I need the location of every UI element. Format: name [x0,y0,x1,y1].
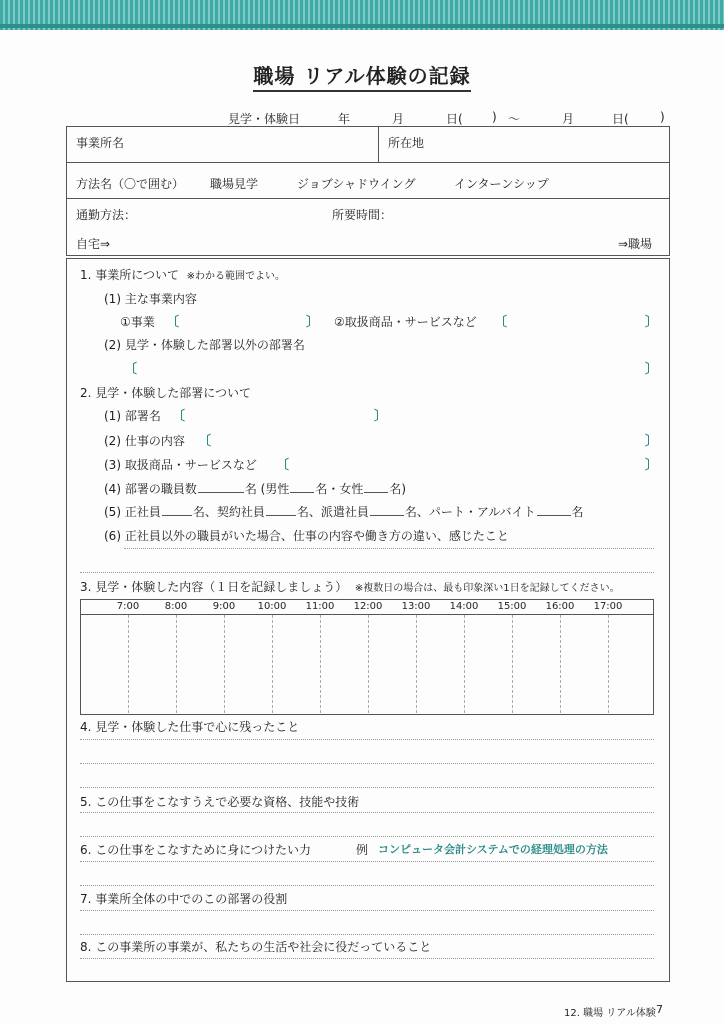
line-2-6b [80,572,654,573]
line-4a [80,739,654,740]
section-1-1: (1) 主な事業内容 [104,292,197,306]
page-number: 7 [656,1003,663,1016]
header-stripe-line [0,24,724,28]
section-1-2: (2) 見学・体験した部署以外の部署名 [104,338,305,352]
bracket-close-1-2: 〕 [645,362,659,377]
line-7a [80,910,654,911]
line-6b [80,885,654,886]
line-5a [80,812,654,813]
section-2-3: (3) 取扱商品・サービスなど [104,458,257,472]
line-2-6a [124,548,654,549]
date-paren-1: ) [492,110,497,124]
time-column-line [560,615,561,713]
section-6-example: コンピュータ会計システムでの経理処理の方法 [378,843,608,856]
section-2-1: (1) 部署名 [104,409,161,423]
time-label: 12:00 [353,601,383,612]
location-label: 所在地 [388,136,425,150]
time-label: 10:00 [257,601,287,612]
footer-chapter: 12. 職場 リアル体験 [564,1008,656,1019]
info-row-divider-2 [66,198,669,199]
company-name-label: 事業所名 [76,136,125,150]
time-column-line [416,615,417,713]
section-7-heading: 7. 事業所全体の中でのこの部署の役割 [80,892,288,906]
date-day-2: 日( [612,112,629,126]
line-6a [80,861,654,862]
time-column-line [608,615,609,713]
section-8-heading: 8. この事業所の事業が、私たちの生活や社会に役だっていること [80,940,432,954]
method-option-internship[interactable]: インターンシップ [454,177,549,191]
time-column-line [176,615,177,713]
section-2-6: (6) 正社員以外の職員がいた場合、仕事の内容や働き方の違い、感じたこと [104,529,509,543]
schedule-header-divider [80,614,653,615]
bracket-close-2-1: 〕 [374,409,388,424]
time-column-line [224,615,225,713]
date-month-1: 月 [392,112,405,126]
section-1-1a: ①事業 [120,315,155,329]
bracket-open-2-2: 〔 [198,434,212,449]
section-3-heading: 3. 見学・体験した内容（１日を記録しましょう） ※複数日の場合は、最も印象深い1日を記録してください。 [80,580,620,594]
info-row-divider-1 [66,162,669,163]
date-paren-2: ) [660,110,665,124]
bracket-open-1a: 〔 [166,315,180,330]
time-column-line [128,615,129,713]
date-tilde: 〜 [508,112,521,126]
line-4c [80,787,654,788]
line-5b [80,836,654,837]
time-column-line [320,615,321,713]
time-label: 15:00 [497,601,527,612]
time-label: 13:00 [401,601,431,612]
time-column-line [464,615,465,713]
date-month-2: 月 [562,112,575,126]
section-2-heading: 2. 見学・体験した部署について [80,386,252,400]
line-4b [80,763,654,764]
time-label: 14:00 [449,601,479,612]
section-2-4: (4) 部署の職員数 名 (男性 名・女性 名) [104,482,407,496]
section-2-2: (2) 仕事の内容 [104,434,185,448]
time-label: 7:00 [116,601,140,612]
section-6-heading: 6. この仕事をこなすために身につけたい力 [80,843,312,857]
time-column-line [512,615,513,713]
bracket-open-1b: 〔 [494,315,508,330]
method-option-shadowing[interactable]: ジョブシャドウイング [297,177,416,191]
method-label: 方法名（〇で囲む） [76,177,185,191]
time-column-line [368,615,369,713]
commute-label: 通勤方法： [76,208,137,222]
bracket-close-1b: 〕 [645,315,659,330]
section-2-5: (5) 正社員 名、契約社員 名、派遣社員 名、パート・アルバイト 名 [104,505,584,519]
bracket-open-1-2: 〔 [124,362,138,377]
schedule-grid [80,599,654,715]
bracket-open-2-3: 〔 [276,458,290,473]
section-6-example-label: 例 [356,843,369,857]
bracket-close-1a: 〕 [306,315,320,330]
time-required-label: 所要時間： [332,208,393,222]
time-label: 9:00 [212,601,236,612]
line-8a [80,958,654,959]
section-1-heading: 1. 事業所について ※わかる範囲でよい。 [80,268,286,282]
bracket-open-2-1: 〔 [172,409,186,424]
home-label: 自宅⇒ [76,237,111,251]
info-col-divider [378,126,379,162]
time-label: 17:00 [593,601,623,612]
bracket-close-2-2: 〕 [645,434,659,449]
date-year: 年 [338,112,351,126]
section-5-heading: 5. この仕事をこなすうえで必要な資格、技能や技術 [80,795,360,809]
page-title: 職場 リアル体験の記録 [0,60,724,89]
bracket-close-2-3: 〕 [645,458,659,473]
time-label: 11:00 [305,601,335,612]
time-column-line [272,615,273,713]
section-1-1b: ②取扱商品・サービスなど [334,315,477,329]
section-4-heading: 4. 見学・体験した仕事で心に残ったこと [80,720,300,734]
line-7b [80,934,654,935]
date-label: 見学・体験日 [228,112,301,126]
method-option-visit[interactable]: 職場見学 [210,177,259,191]
time-label: 16:00 [545,601,575,612]
workplace-label: ⇒職場 [618,237,653,251]
date-day-1: 日( [446,112,463,126]
time-label: 8:00 [164,601,188,612]
